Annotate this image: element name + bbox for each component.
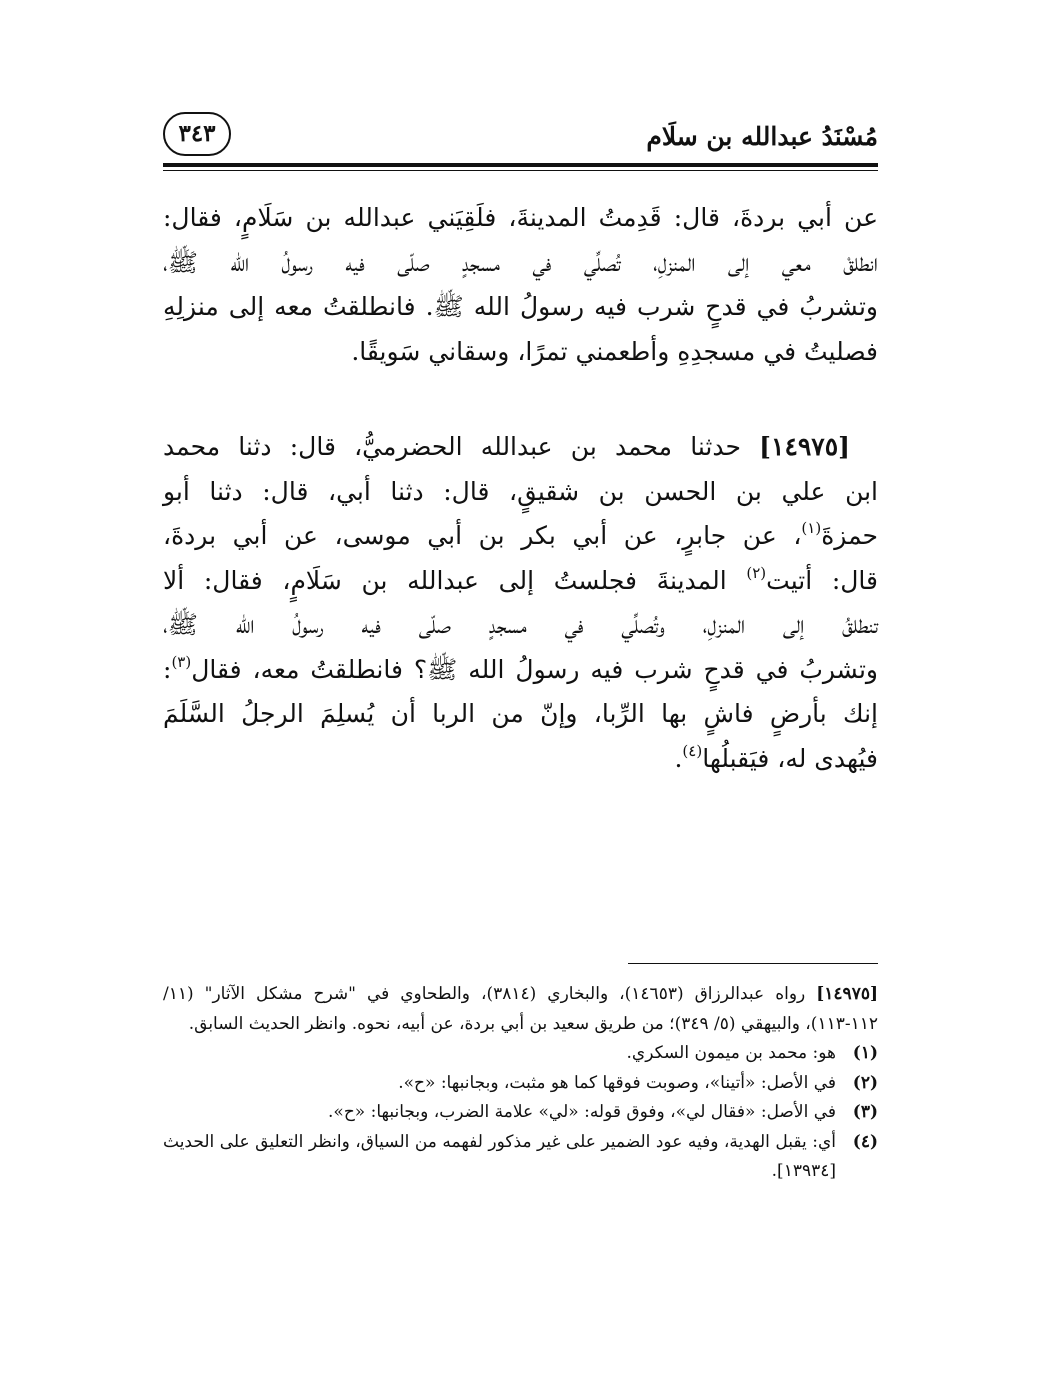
paragraph-2 (163, 425, 878, 781)
text-segment: حدثنا محمد بن عبدالله الحضرميُّ، قال: دثنا محمد (163, 432, 760, 461)
paragraph-1 (163, 196, 878, 374)
footnote-item (163, 1069, 878, 1099)
text-line: انطلقْ معي إلى المنزلِ، تُصلِّي في مسجدٍ صلّى فيه رسولُ الله ﷺ، (163, 247, 878, 277)
text-segment: : (163, 654, 172, 684)
header-rule-thin (163, 170, 878, 171)
footnote-text: في الأصل: «فقال لي»، وفوق قوله: «لي» علامة الضرب، وبجانبها: «ح». (328, 1102, 836, 1122)
text-segment: المدينةَ فجلستُ إلى عبدالله بن سَلَامٍ، فقال: ألا (163, 565, 747, 595)
text-segment: قال: أتيت (766, 565, 878, 595)
text-line: وتشربُ في قدحٍ شرب فيه رسولُ الله ﷺ. فانطلقتُ معه إلى منزلِهِ (163, 292, 878, 321)
text-segment: حمزةَ (821, 521, 878, 550)
footnote-number: (٢) (852, 1072, 878, 1093)
running-title: مُسْنَدُ عبدالله بن سلَام (646, 122, 878, 151)
footnote-source (163, 980, 878, 1039)
footnote-ref-3: (٣) (171, 652, 192, 671)
footnote-item (163, 1039, 878, 1069)
footnote-text: أي: يقبل الهدية، وفيه عود الضمير على غير مذكور لفهمه من السياق، وانظر التعليق على الحديث [١٣٩٣٤]. (163, 1131, 836, 1181)
text-line: ابن علي بن الحسن بن شقيقٍ، قال: دثنا أبي، قال: دثنا أبو (163, 476, 878, 506)
text-segment: وتشربُ في قدحٍ شرب فيه رسولُ الله ﷺ؟ فانطلقتُ معه، فقال (191, 654, 878, 684)
text-line: فصليتُ في مسجدِهِ وأطعمني تمرًا، وسقاني سَويقًا. (351, 336, 878, 366)
footnote-source-label: [١٤٩٧٥] (816, 984, 878, 1004)
text-segment: فيُهدى له، فيَقبلُها (702, 743, 878, 773)
text-line (163, 737, 878, 782)
page-number: ٣٤٣ (163, 112, 231, 156)
text-line (163, 648, 878, 693)
footnote-source-text: رواه عبدالرزاق (١٤٦٥٣)، والبخاري (٣٨١٤)، والطحاوي في "شرح مشكل الآثار" (١١/ ١١٢-١١٣)، والبيهقي (٥/ ٣٤٩)؛ من طريق سعيد بن أبي بردة، عن أبيه، نحوه. وانظر الحديث السابق. (163, 984, 878, 1034)
text-segment: ، عن جابرٍ، عن أبي بكر بن أبي موسى، عن أبي بردةَ، (163, 521, 802, 550)
text-segment: . (674, 743, 683, 773)
footnote-item (163, 1098, 878, 1128)
footnote-ref-4: (٤) (682, 741, 703, 760)
footnote-number: (٤) (852, 1131, 878, 1152)
footnote-number: (٣) (852, 1102, 878, 1122)
text-line (163, 514, 878, 559)
footnotes (163, 980, 878, 1187)
header-rule-thick (163, 163, 878, 167)
text-line: عن أبي بردةَ، قال: قَدِمتُ المدينةَ، فلَقِيَني عبدالله بن سَلَامٍ، فقال: (163, 203, 878, 232)
footnote-ref-1: (١) (801, 519, 822, 537)
footnote-separator (628, 963, 878, 964)
footnote-text: هو: محمد بن ميمون السكري. (626, 1043, 836, 1063)
footnote-list (163, 1039, 878, 1187)
text-line (163, 559, 878, 604)
hadith-number: [١٤٩٧٥] (759, 432, 850, 461)
text-line: تنطلقُ إلى المنزلِ، وتُصلِّي في مسجدٍ صلّى فيه رسولُ الله ﷺ، (163, 610, 878, 639)
text-line: إنك بأرضٍ فاشٍ بها الرِّبا، وإنّ من الربا أن يُسلِمَ الرجلُ السَّلَمَ (163, 699, 878, 728)
footnote-text: في الأصل: «أتينا»، وصوبت فوقها كما هو مثبت، وبجانبها: «ح». (398, 1072, 836, 1093)
footnote-number: (١) (852, 1043, 878, 1063)
footnote-item (163, 1128, 878, 1187)
text-line (163, 425, 878, 470)
footnote-ref-2: (٢) (746, 563, 767, 582)
